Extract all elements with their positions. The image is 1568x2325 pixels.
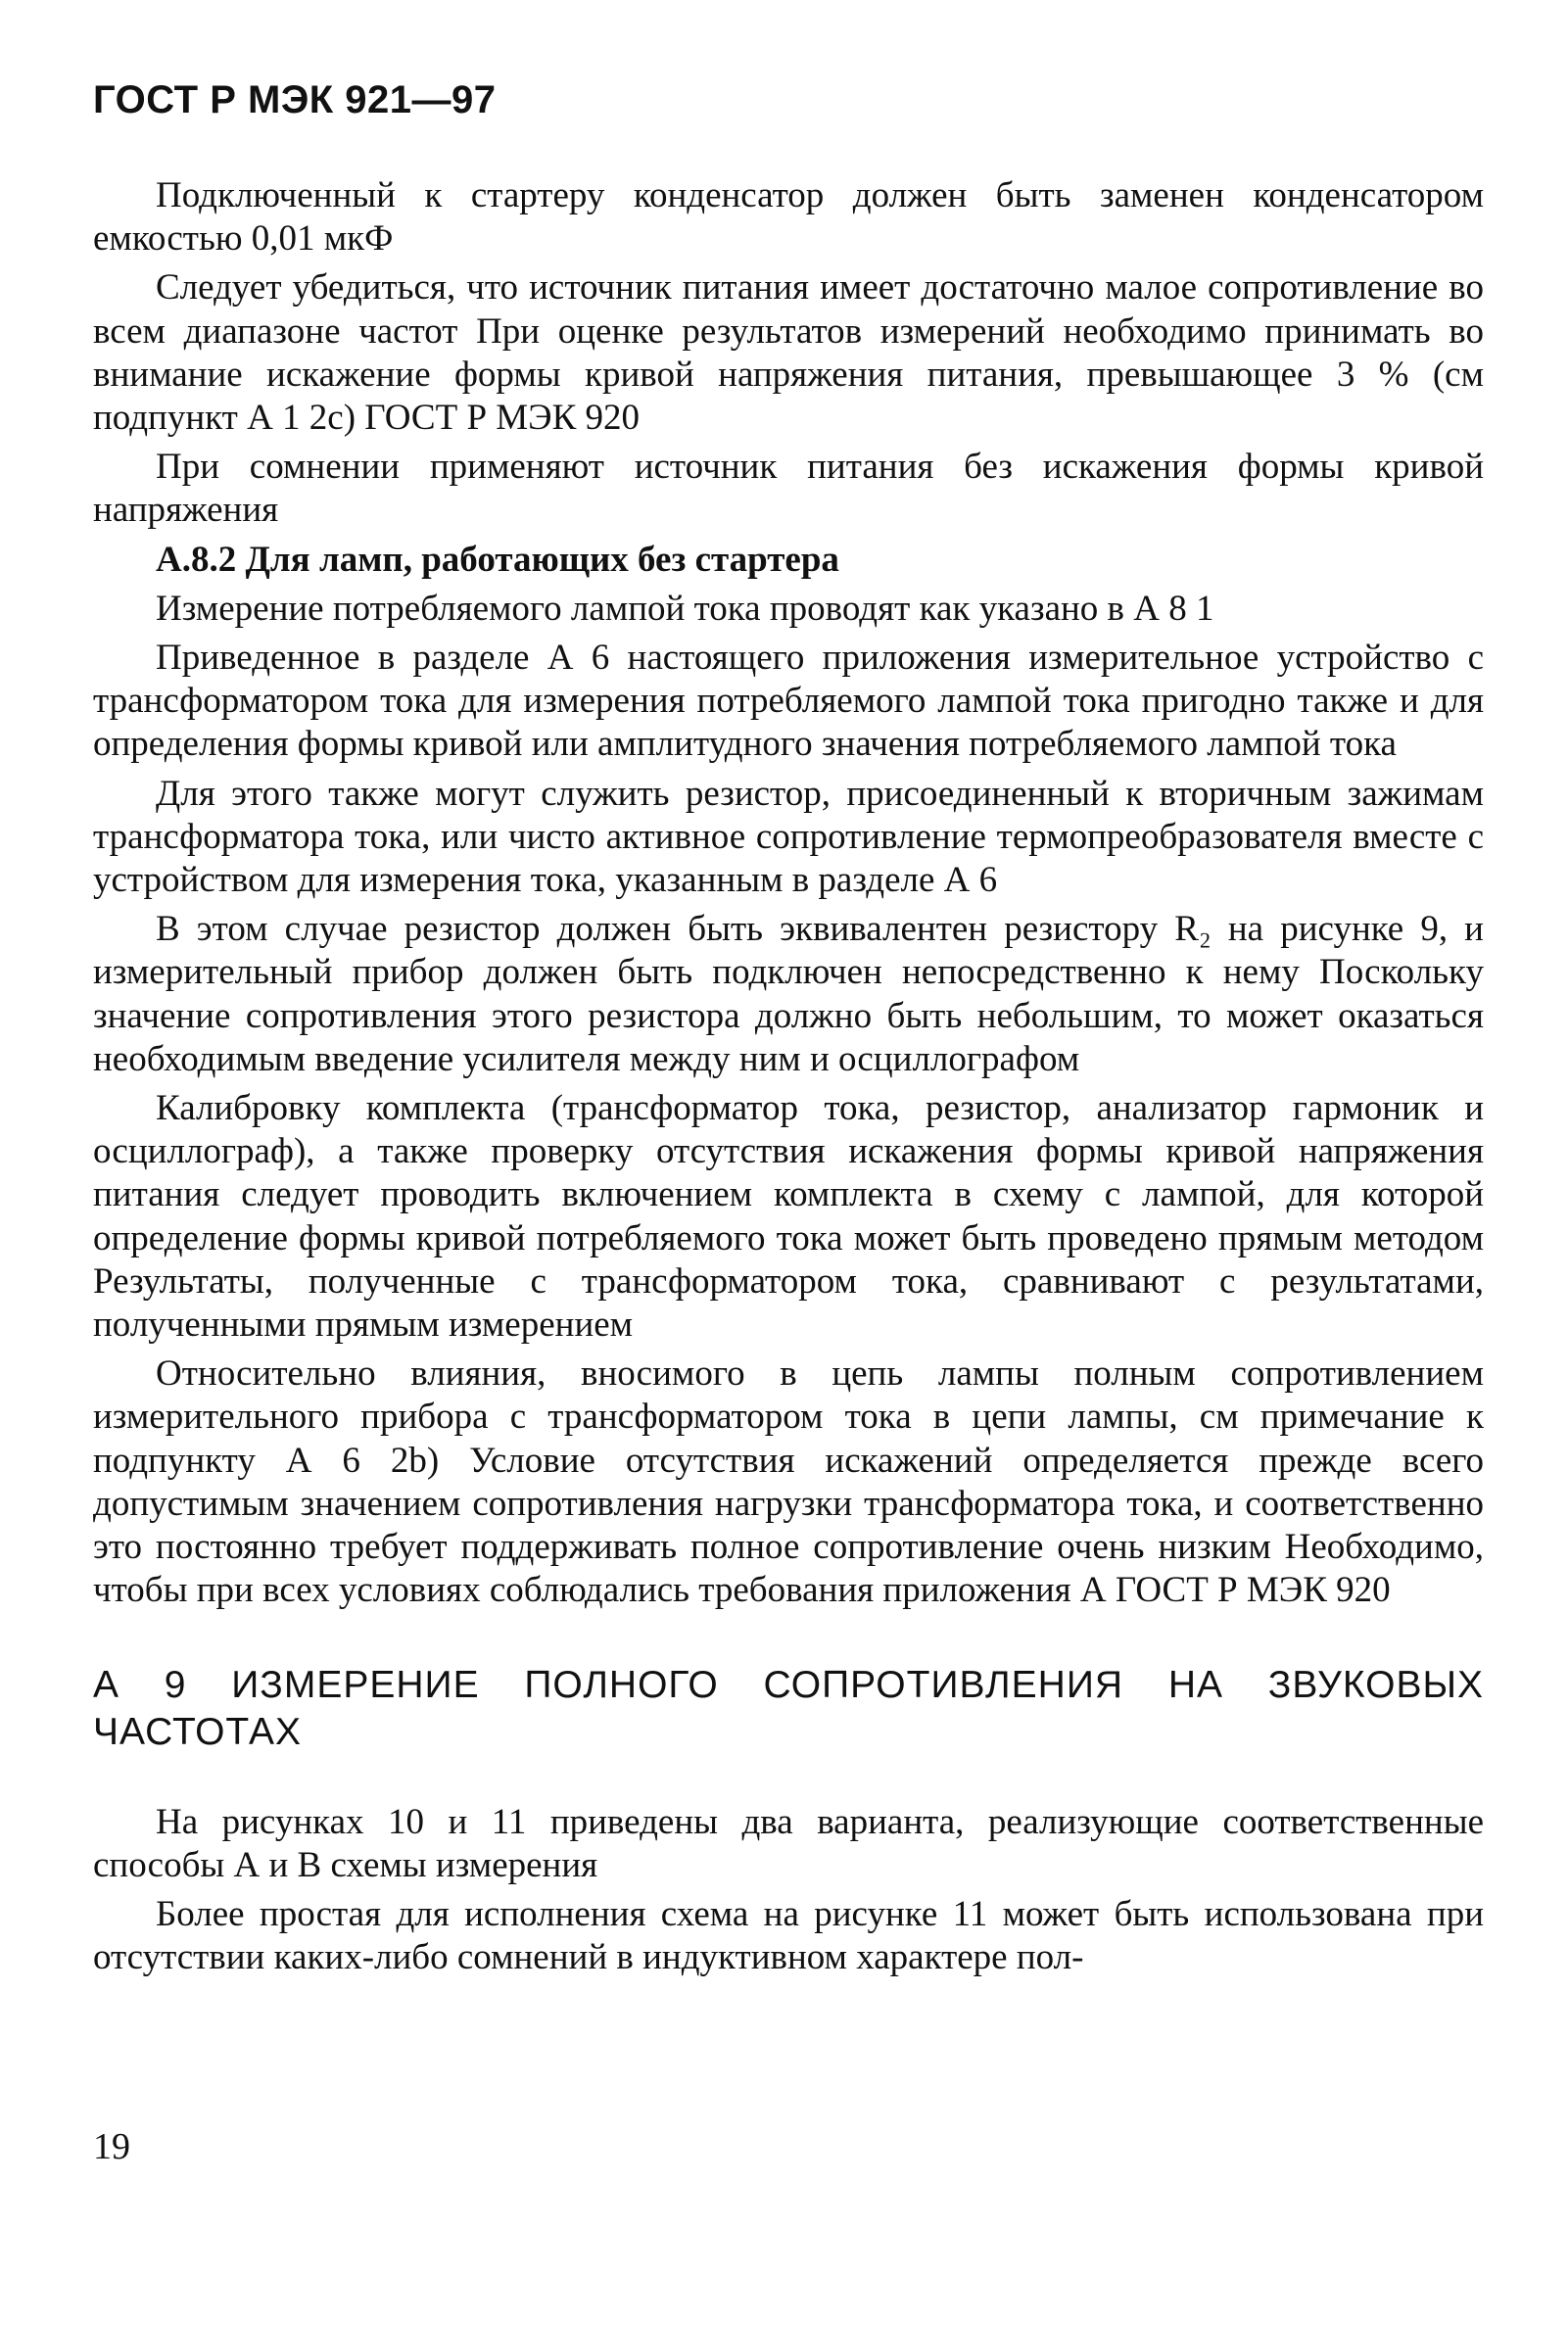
paragraph-figures-10-11: На рисунках 10 и 11 приведены два варианта, реализующие соответственные способы А и В схемы измерения	[93, 1801, 1484, 1885]
paragraph-undistorted-source: При сомнении применяют источник питания без искажения формы кривой напряжения	[93, 447, 1484, 531]
section-heading-a9: А 9 ИЗМЕРЕНИЕ ПОЛНОГО СОПРОТИВЛЕНИЯ НА ЗВУКОВЫХ ЧАСТОТАХ	[93, 1663, 1484, 1753]
paragraph-resistor-equivalence: В этом случае резистор должен быть эквивалентен резистору R₂ на рисунке 9, и измерительный прибор должен быть подключен непосредственно к нему Поскольку значение сопротивления этого резистора должно быть небольшим, то может оказаться необходимым введение усилителя между ним и осциллографом	[93, 909, 1484, 1079]
paragraph-simpler-scheme: Более простая для исполнения схема на рисунке 11 может быть использована при отсутствии каких-либо сомнений в индуктивном характере пол-	[93, 1893, 1484, 1978]
paragraph-calibration: Калибровку комплекта (трансформатор тока, резистор, анализатор гармоник и осциллограф), а также проверку отсутствия искажения формы кривой напряжения питания следует проводить включением комплекта в схему с лампой, для которой определение формы кривой потребляемого тока может быть проведено прямым методом Результаты, полученные с трансформатором тока, сравнивают с результатами, полученными прямым измерением	[93, 1088, 1484, 1346]
paragraph-power-source-impedance: Следует убедиться, что источник питания имеет достаточно малое сопротивление во всем диапазоне частот При оценке результатов измерений необходимо принимать во внимание искажение формы кривой напряжения питания, превышающее 3 % (см подпункт А 1 2с) ГОСТ Р МЭК 920	[93, 267, 1484, 439]
page-number: 19	[93, 2126, 130, 2167]
paragraph-current-transformer-device: Приведенное в разделе А 6 настоящего приложения измерительное устройство с трансформатором тока для измерения потребляемого лампой тока пригодно также и для определения формы кривой или амплитудного значения потребляемого лампой тока	[93, 638, 1484, 765]
main-text-body	[93, 174, 1484, 1985]
page-header-standard-title: ГОСТ Р МЭК 921—97	[93, 78, 497, 121]
paragraph-impedance-influence: Относительно влияния, вносимого в цепь лампы полным сопротивлением измерительного прибора с трансформатором тока в цепи лампы, см примечание к подпункту А 6 2b) Условие отсутствия искажений определяется прежде всего допустимым значением сопротивления нагрузки трансформатора тока, и соответственно это постоянно требует поддерживать полное сопротивление очень низким Необходимо, чтобы при всех условиях соблюдались требования приложения А ГОСТ Р МЭК 920	[93, 1353, 1484, 1611]
subsection-heading-a82: А.8.2 Для ламп, работающих без стартера	[156, 539, 839, 580]
paragraph-capacitor-replacement: Подключенный к стартеру конденсатор должен быть заменен конденсатором емкостью 0,01 мкФ	[93, 175, 1484, 260]
paragraph-resistor-option: Для этого также могут служить резистор, присоединенный к вторичным зажимам трансформатора тока, или чисто активное сопротивление термопреобразователя вместе с устройством для измерения тока, указанным в разделе А 6	[93, 773, 1484, 901]
paragraph-current-measurement: Измерение потребляемого лампой тока проводят как указано в А 8 1	[156, 588, 1214, 629]
